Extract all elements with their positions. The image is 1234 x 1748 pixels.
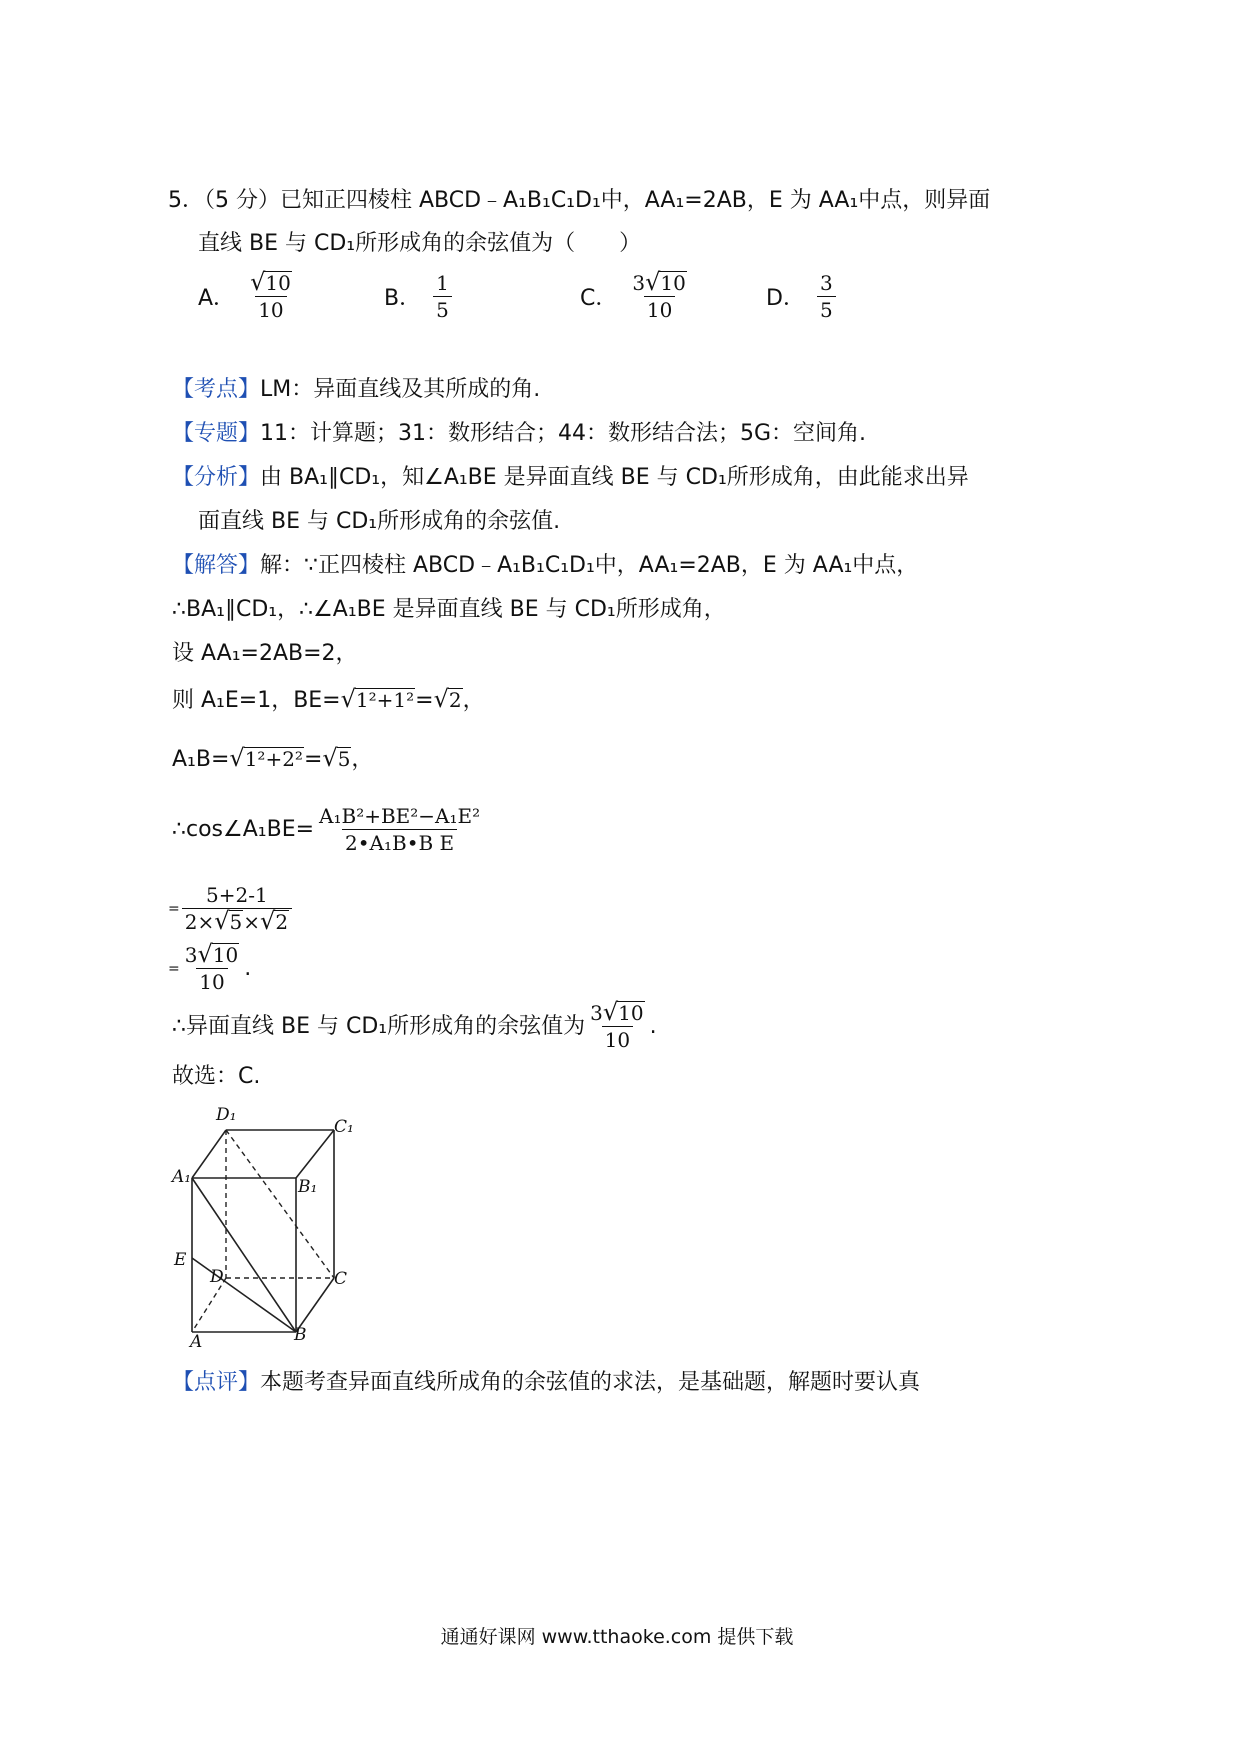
choice-b-label: B．: [384, 286, 422, 311]
choice-d-numerator: 3: [819, 271, 833, 295]
a1b-result-radicand: 5: [337, 747, 351, 771]
cos-numerator: A₁B²+BE²−A₁E²: [319, 804, 481, 828]
jieda-line-3: 设 AA₁=2AB=2，: [172, 641, 358, 666]
label-d: D: [210, 1267, 224, 1287]
step-3-denominator: 10: [196, 968, 227, 995]
question-line-1: 5．（5 分）已知正四棱柱 ABCD﹣A₁B₁C₁D₁中，AA₁=2AB，E 为 AA₁中点，则异面: [168, 188, 991, 213]
step-2-fraction: [182, 882, 292, 935]
choice-d-denominator: 5: [817, 296, 836, 323]
label-e: E: [174, 1250, 187, 1270]
step-2-equals: =: [168, 900, 180, 917]
jieda-line-2: ∴BA₁∥CD₁，∴∠A₁BE 是异面直线 BE 与 CD₁所形成角，: [172, 597, 726, 622]
jieda-line-1: [172, 551, 918, 581]
kaodian-text: LM：异面直线及其所成的角.: [260, 377, 541, 402]
a1b-equals: =: [303, 747, 323, 772]
choice-c-radicand: 10: [660, 271, 686, 295]
choice-b: [384, 270, 454, 323]
choice-a-fraction: √ 10 10: [250, 268, 291, 322]
conclusion-radicand: 10: [618, 1001, 644, 1025]
cos-fraction: [316, 803, 483, 856]
a1b-end: ，: [351, 747, 374, 772]
step-3-equals: =: [168, 960, 180, 977]
step-2-den-a: 2×: [184, 910, 215, 934]
choice-c-coef: 3: [632, 271, 646, 295]
footer-source: 通通好课网 www.tthaoke.com 提供下载: [440, 1626, 794, 1648]
choice-a-denominator: 10: [255, 296, 286, 323]
label-a: A: [190, 1332, 203, 1350]
cos-prefix: ∴cos∠A₁BE=: [172, 816, 315, 842]
choice-a-label: A．: [198, 286, 236, 311]
step-2-numerator: 5+2-1: [206, 883, 268, 907]
choice-c-denominator: 10: [644, 296, 675, 323]
conclusion-end: .: [649, 1013, 657, 1039]
jieda-line-5: A₁B= √ 1²+2² = √ 5 ，: [172, 744, 374, 772]
label-c: C: [334, 1269, 348, 1289]
conclusion: [172, 1000, 657, 1053]
dianping-text: 本题考查异面直线所成角的余弦值的求法，是基础题，解题时要认真: [260, 1370, 921, 1395]
kaodian-line: [172, 375, 540, 405]
a1b-prefix: A₁B=: [172, 747, 230, 772]
zhuanti-text: 11：计算题；31：数形结合；44：数形结合法；5G：空间角.: [260, 421, 867, 446]
fenxi-line-1: [172, 463, 969, 493]
prism-figure: [166, 1100, 366, 1350]
a1b-radicand: 1²+2²: [244, 747, 303, 771]
step-3-fraction: 3 √ 10 10: [184, 940, 239, 994]
choice-d-label: D．: [766, 286, 805, 311]
be-result-radicand: 2: [448, 688, 462, 712]
zhuanti-line: [172, 419, 866, 449]
label-b1: B₁: [298, 1177, 318, 1197]
choose-line: 故选：C.: [172, 1064, 261, 1089]
choice-b-denominator: 5: [433, 296, 452, 323]
dianping-line: [172, 1368, 920, 1398]
step-2-den-b: ×: [243, 910, 261, 934]
step-2-den-rad1: 5: [229, 910, 243, 934]
choice-a: [198, 270, 297, 323]
fenxi-tag: 【分析】: [172, 465, 261, 490]
dianping-tag: 【点评】: [172, 1370, 261, 1395]
jieda-text-1: 解：∵正四棱柱 ABCD﹣A₁B₁C₁D₁中，AA₁=2AB，E 为 AA₁中点，: [260, 553, 919, 578]
conclusion-fraction: 3 √ 10 10: [590, 998, 644, 1052]
choice-d-fraction: [817, 270, 836, 323]
label-d1: D₁: [216, 1105, 237, 1125]
step-2: [168, 882, 294, 935]
step-2-denominator: 2× √ 5 × √ 2: [182, 908, 292, 935]
choice-b-fraction: [433, 270, 452, 323]
cos-formula: [172, 803, 485, 856]
zhuanti-tag: 【专题】: [172, 421, 261, 446]
question-line-2: 直线 BE 与 CD₁所形成角的余弦值为（ ）: [198, 231, 642, 256]
choice-c-label: C．: [580, 286, 618, 311]
cos-denominator: 2•A₁B•B E: [342, 829, 457, 856]
fenxi-text-1: 由 BA₁∥CD₁，知∠A₁BE 是异面直线 BE 与 CD₁所形成角，由此能求出异: [260, 465, 969, 490]
choice-c-fraction: 3 √ 10 10: [632, 268, 686, 322]
be-prefix: 则 A₁E=1，BE=: [172, 688, 341, 713]
label-b: B: [294, 1325, 307, 1345]
step-3-coef: 3: [184, 943, 198, 967]
choice-a-radicand: 10: [265, 271, 291, 295]
be-radicand: 1²+1²: [355, 688, 415, 712]
be-end: ，: [462, 688, 485, 713]
step-2-den-rad2: 2: [275, 910, 289, 934]
fenxi-line-2: 面直线 BE 与 CD₁所形成角的余弦值.: [198, 509, 561, 534]
be-equals: =: [415, 688, 434, 713]
jieda-tag: 【解答】: [172, 553, 261, 578]
label-a1: A₁: [172, 1167, 192, 1187]
conclusion-coef: 3: [590, 1001, 603, 1025]
step-3-radicand: 10: [212, 943, 239, 967]
choice-b-numerator: 1: [436, 271, 449, 295]
step-3-end: .: [244, 955, 252, 981]
step-3: [168, 942, 251, 995]
kaodian-tag: 【考点】: [172, 377, 261, 402]
conclusion-text: ∴异面直线 BE 与 CD₁所形成角的余弦值为: [172, 1013, 586, 1039]
choice-c: [580, 270, 692, 323]
jieda-line-4: 则 A₁E=1，BE= √ 1²+1² = √ 2 ，: [172, 685, 485, 713]
conclusion-denominator: 10: [602, 1026, 633, 1053]
label-c1: C₁: [334, 1117, 354, 1137]
choice-d: [766, 270, 838, 323]
